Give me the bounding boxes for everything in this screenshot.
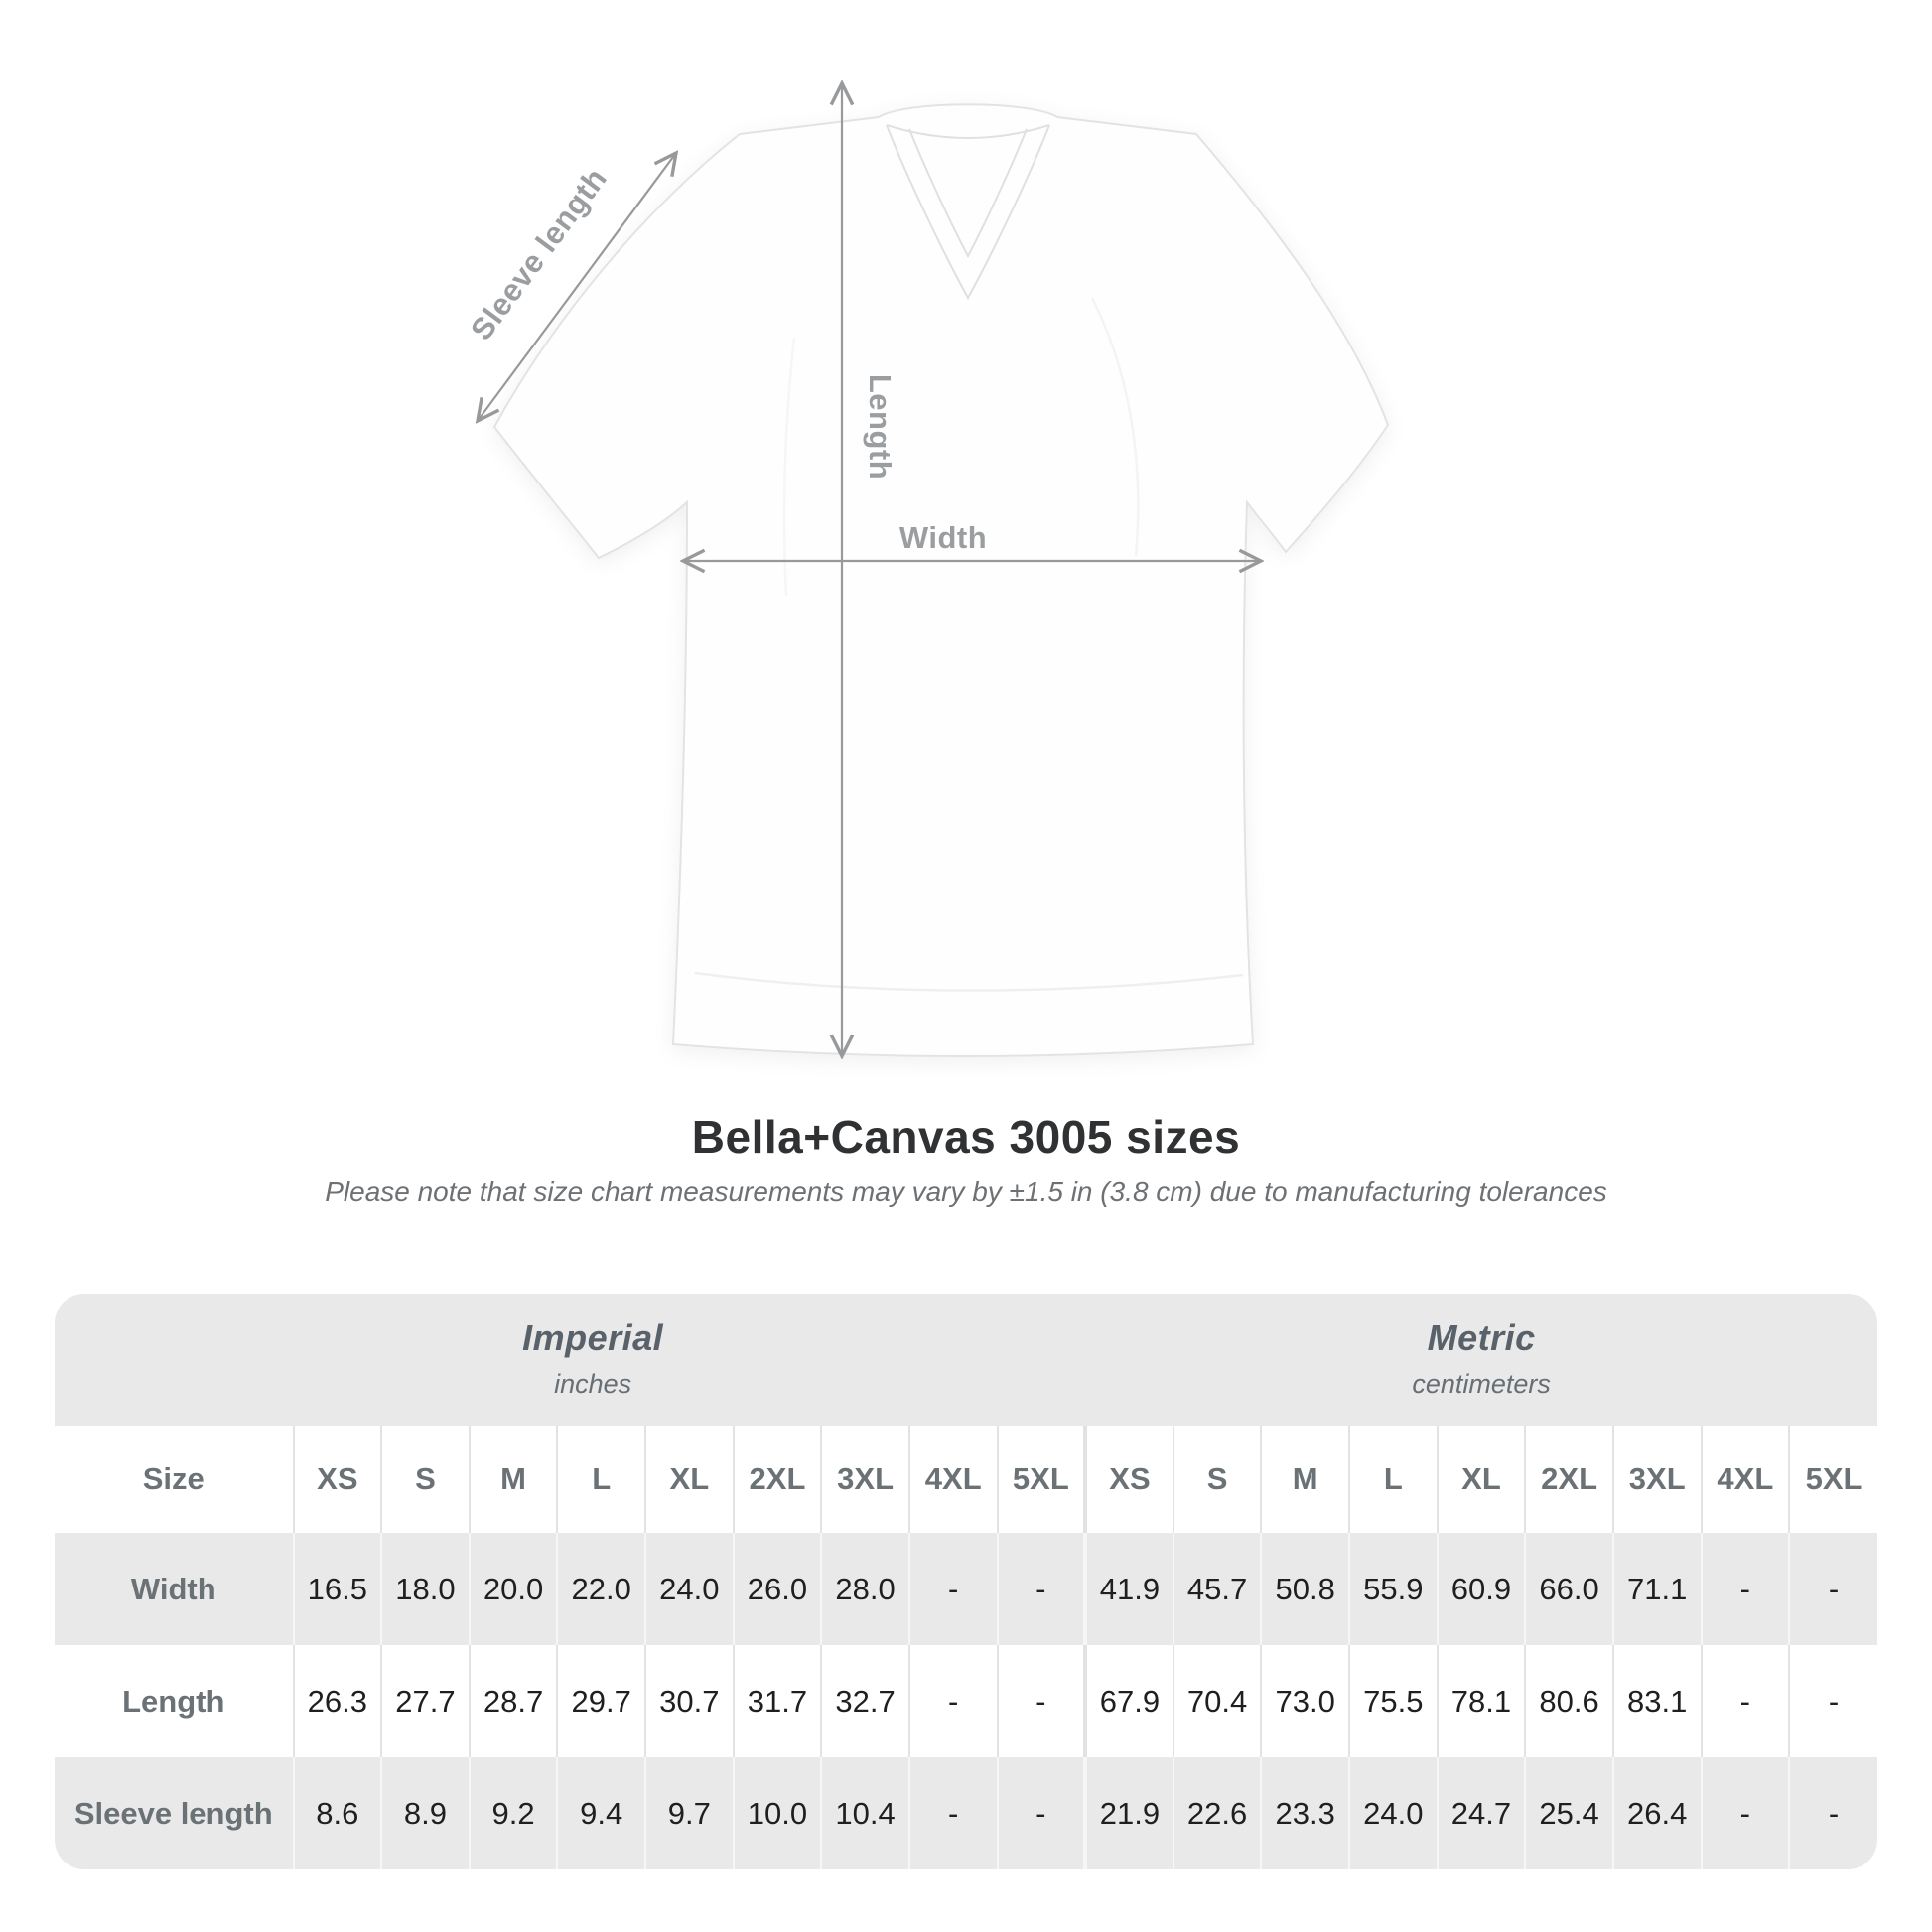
size-col-imperial-l: L [557, 1426, 645, 1533]
row-label-sleeve-length: Sleeve length [73, 1795, 273, 1831]
size-col-imperial-m: M [470, 1426, 558, 1533]
cell-length-imperial-2xl: 31.7 [734, 1645, 822, 1757]
cell-sleeve-length-metric-s: 22.6 [1173, 1757, 1262, 1869]
imperial-group-header [55, 1294, 1085, 1426]
cell-width-metric-l: 55.9 [1349, 1533, 1438, 1645]
cell-length-imperial-xs: 26.3 [294, 1645, 382, 1757]
cell-length-metric-xs: 67.9 [1085, 1645, 1173, 1757]
cell-sleeve-length-metric-xs: 21.9 [1085, 1757, 1173, 1869]
cell-sleeve-length-metric-m: 23.3 [1261, 1757, 1349, 1869]
size-col-imperial-xs: XS [294, 1426, 382, 1533]
cell-width-imperial-4xl: - [909, 1533, 998, 1645]
cell-length-metric-m: 73.0 [1261, 1645, 1349, 1757]
cell-width-metric-m: 50.8 [1261, 1533, 1349, 1645]
cell-sleeve-length-imperial-m: 9.2 [470, 1757, 558, 1869]
cell-sleeve-length-imperial-4xl: - [909, 1757, 998, 1869]
row-label-length: Length [122, 1683, 225, 1719]
cell-sleeve-length-imperial-xs: 8.6 [294, 1757, 382, 1869]
cell-width-imperial-s: 18.0 [381, 1533, 470, 1645]
size-col-imperial-5xl: 5XL [998, 1426, 1086, 1533]
cell-width-metric-s: 45.7 [1173, 1533, 1262, 1645]
size-table-card [55, 1294, 1877, 1869]
cell-length-imperial-l: 29.7 [557, 1645, 645, 1757]
cell-sleeve-length-imperial-2xl: 10.0 [734, 1757, 822, 1869]
cell-length-metric-2xl: 80.6 [1525, 1645, 1613, 1757]
cell-length-metric-xl: 78.1 [1438, 1645, 1526, 1757]
cell-length-metric-5xl: - [1789, 1645, 1877, 1757]
table-row-sleeve-length [55, 1757, 1877, 1869]
size-row-label: Size [142, 1461, 205, 1496]
cell-sleeve-length-imperial-s: 8.9 [381, 1757, 470, 1869]
cell-sleeve-length-metric-l: 24.0 [1349, 1757, 1438, 1869]
cell-sleeve-length-imperial-5xl: - [998, 1757, 1086, 1869]
page-subtitle: Please note that size chart measurements may vary by ±1.5 in (3.8 cm) due to manufacturing tolerances [325, 1176, 1607, 1207]
cell-sleeve-length-metric-5xl: - [1789, 1757, 1877, 1869]
size-col-metric-xs: XS [1085, 1426, 1173, 1533]
imperial-group-unit: inches [554, 1369, 632, 1399]
metric-group-header [1085, 1294, 1877, 1426]
sleeve-length-label: Sleeve length [464, 161, 615, 347]
table-row-width [55, 1533, 1877, 1645]
size-header-row [55, 1426, 1877, 1533]
cell-width-imperial-5xl: - [998, 1533, 1086, 1645]
cell-sleeve-length-metric-xl: 24.7 [1438, 1757, 1526, 1869]
cell-length-metric-4xl: - [1702, 1645, 1790, 1757]
size-col-metric-m: M [1261, 1426, 1349, 1533]
width-label: Width [898, 520, 988, 555]
size-col-metric-5xl: 5XL [1789, 1426, 1877, 1533]
metric-group-title: Metric [1427, 1317, 1536, 1358]
cell-sleeve-length-imperial-3xl: 10.4 [821, 1757, 909, 1869]
cell-length-imperial-5xl: - [998, 1645, 1086, 1757]
imperial-group-title: Imperial [522, 1317, 664, 1358]
cell-length-imperial-xl: 30.7 [645, 1645, 734, 1757]
cell-width-imperial-2xl: 26.0 [734, 1533, 822, 1645]
size-col-imperial-2xl: 2XL [734, 1426, 822, 1533]
title-block [0, 1110, 1932, 1209]
size-col-imperial-xl: XL [645, 1426, 734, 1533]
cell-length-imperial-m: 28.7 [470, 1645, 558, 1757]
row-label-width: Width [130, 1571, 216, 1606]
cell-length-metric-s: 70.4 [1173, 1645, 1262, 1757]
cell-sleeve-length-imperial-l: 9.4 [557, 1757, 645, 1869]
cell-sleeve-length-metric-4xl: - [1702, 1757, 1790, 1869]
size-col-metric-l: L [1349, 1426, 1438, 1533]
cell-width-metric-xl: 60.9 [1438, 1533, 1526, 1645]
table-row-length [55, 1645, 1877, 1757]
cell-length-metric-l: 75.5 [1349, 1645, 1438, 1757]
size-col-metric-3xl: 3XL [1613, 1426, 1702, 1533]
size-col-imperial-3xl: 3XL [821, 1426, 909, 1533]
cell-width-imperial-3xl: 28.0 [821, 1533, 909, 1645]
cell-width-imperial-m: 20.0 [470, 1533, 558, 1645]
size-col-metric-xl: XL [1438, 1426, 1526, 1533]
length-label: Length [863, 373, 897, 481]
size-col-imperial-4xl: 4XL [909, 1426, 998, 1533]
cell-width-imperial-xs: 16.5 [294, 1533, 382, 1645]
size-col-metric-2xl: 2XL [1525, 1426, 1613, 1533]
cell-sleeve-length-metric-3xl: 26.4 [1613, 1757, 1702, 1869]
size-table [55, 1426, 1877, 1869]
cell-length-imperial-4xl: - [909, 1645, 998, 1757]
size-col-metric-4xl: 4XL [1702, 1426, 1790, 1533]
cell-sleeve-length-metric-2xl: 25.4 [1525, 1757, 1613, 1869]
cell-width-imperial-xl: 24.0 [645, 1533, 734, 1645]
cell-sleeve-length-imperial-xl: 9.7 [645, 1757, 734, 1869]
cell-length-metric-3xl: 83.1 [1613, 1645, 1702, 1757]
cell-width-imperial-l: 22.0 [557, 1533, 645, 1645]
size-col-metric-s: S [1173, 1426, 1262, 1533]
size-col-imperial-s: S [381, 1426, 470, 1533]
cell-width-metric-xs: 41.9 [1085, 1533, 1173, 1645]
cell-length-imperial-s: 27.7 [381, 1645, 470, 1757]
cell-length-imperial-3xl: 32.7 [821, 1645, 909, 1757]
metric-group-unit: centimeters [1412, 1369, 1551, 1399]
cell-width-metric-2xl: 66.0 [1525, 1533, 1613, 1645]
cell-width-metric-4xl: - [1702, 1533, 1790, 1645]
cell-width-metric-5xl: - [1789, 1533, 1877, 1645]
unit-group-headers [55, 1294, 1877, 1426]
cell-width-metric-3xl: 71.1 [1613, 1533, 1702, 1645]
page-title: Bella+Canvas 3005 sizes [691, 1111, 1241, 1163]
tshirt-graphic [494, 104, 1388, 1056]
